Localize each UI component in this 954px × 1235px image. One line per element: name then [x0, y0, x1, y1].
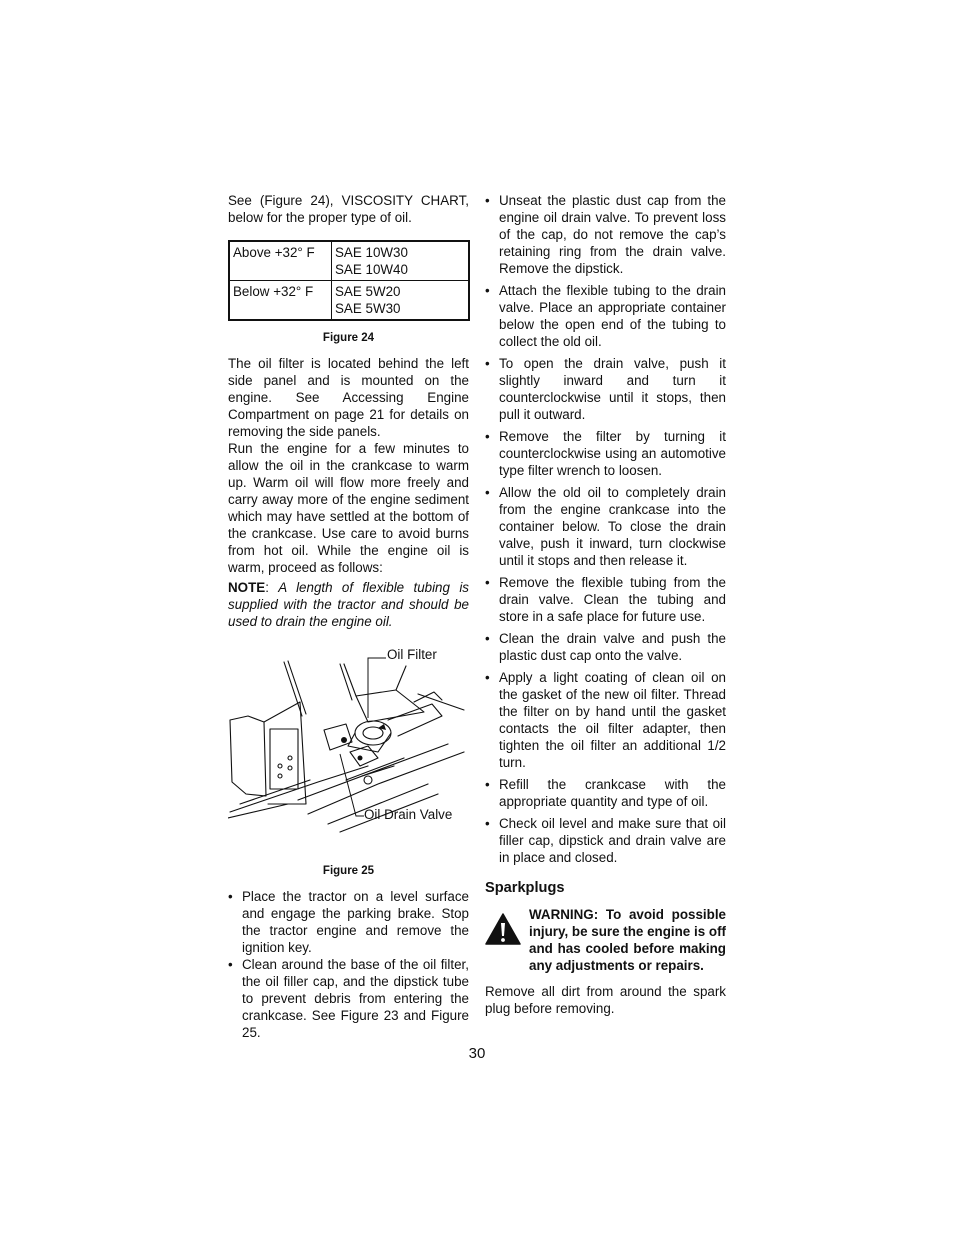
warning-icon — [485, 906, 529, 974]
figure25-illustration — [228, 647, 469, 854]
engine-oil-filter-drawing — [228, 654, 469, 854]
oil-filter-paragraph: The oil filter is located behind the left side panel and is mounted on the engine. See Accessing Engine Compartment on page 21 for details on removing the side panels. — [228, 356, 469, 439]
grade: SAE 10W30 — [335, 245, 408, 260]
figure24-caption: Figure 24 — [322, 332, 375, 344]
list-item: • To open the drain valve, push it slightly inward and turn it counterclockwise until it stops, then pull it outward. — [485, 355, 726, 423]
list-item: • Unseat the plastic dust cap from the engine oil drain valve. To prevent loss of the cap, do not remove the cap’s retaining ring from the drain valve. Remove the dipstick. — [485, 192, 726, 277]
note-label: NOTE — [228, 580, 266, 595]
sparkplugs-heading: Sparkplugs — [485, 880, 565, 896]
list-item: • Remove the filter by turning it counterclockwise using an automotive type filter wrench to loosen. — [485, 428, 726, 479]
viscosity-intro: See (Figure 24), VISCOSITY CHART, below for the proper type of oil. — [228, 193, 469, 225]
list-item: • Clean the drain valve and push the plastic dust cap onto the valve. — [485, 630, 726, 664]
list-item: • Attach the flexible tubing to the drain valve. Place an appropriate container below the open end of the tubing to collect the old oil. — [485, 282, 726, 350]
warning-block — [485, 906, 726, 974]
oil-filter-label: Oil Filter — [387, 647, 437, 662]
sparkplug-instruction: Remove all dirt from around the spark plug before removing. — [485, 984, 726, 1016]
table-row — [229, 281, 469, 321]
grade: SAE 5W20 — [335, 284, 401, 299]
left-column — [228, 192, 469, 1041]
list-item: • Refill the crankcase with the appropriate quantity and type of oil. — [485, 776, 726, 810]
warm-engine-paragraph: Run the engine for a few minutes to allow the oil in the crankcase to warm up. Warm oil will flow more freely and carry away more of the engine sediment which may have settled at the bottom of the crankcase. Use care to avoid burns from hot oil. While the engine oil is warm, proceed as follows: — [228, 441, 469, 575]
note-text: A length of flexible tubing is supplied with the tractor and should be used to drain the engine oil. — [228, 580, 469, 629]
temp-cell: Above +32° F — [229, 241, 332, 281]
temp-cell: Below +32° F — [229, 281, 332, 321]
list-item: • Apply a light coating of clean oil on the gasket of the new oil filter. Thread the filter on by hand until the gasket contacts the oil filter adapter, then tighten the oil filter an additional 1/2 turn. — [485, 669, 726, 771]
grades-cell — [332, 281, 470, 321]
grade: SAE 5W30 — [335, 301, 401, 316]
table-row — [229, 241, 469, 281]
right-column — [485, 192, 726, 1017]
warning-text: WARNING: To avoid possible injury, be sure the engine is off and has cooled before making any adjustments or repairs. — [529, 907, 726, 973]
grade: SAE 10W40 — [335, 262, 408, 277]
viscosity-chart — [228, 240, 470, 321]
grades-cell — [332, 241, 470, 281]
right-bullet-list — [485, 192, 726, 866]
left-bullet-list — [228, 888, 469, 1041]
list-item: • Remove the flexible tubing from the drain valve. Clean the tubing and store in a safe place for future use. — [485, 574, 726, 625]
note: NOTE: A length of flexible tubing is supplied with the tractor and should be used to drain the engine oil. — [228, 580, 469, 629]
page-number: 30 — [468, 1045, 486, 1062]
list-item: • Place the tractor on a level surface and engage the parking brake. Stop the tractor engine and remove the ignition key. — [228, 888, 469, 956]
list-item: • Clean around the base of the oil filter, the oil filler cap, and the dipstick tube to prevent debris from entering the crankcase. See Figure 23 and Figure 25. — [228, 956, 469, 1041]
figure25-caption: Figure 25 — [322, 865, 375, 877]
list-item: • Allow the old oil to completely drain from the engine crankcase into the container below. To close the drain valve, push it inward, turn clockwise until it stops and then release it. — [485, 484, 726, 569]
list-item: • Check oil level and make sure that oil filler cap, dipstick and drain valve are in place and closed. — [485, 815, 726, 866]
oil-drain-valve-label: Oil Drain Valve — [364, 807, 453, 822]
